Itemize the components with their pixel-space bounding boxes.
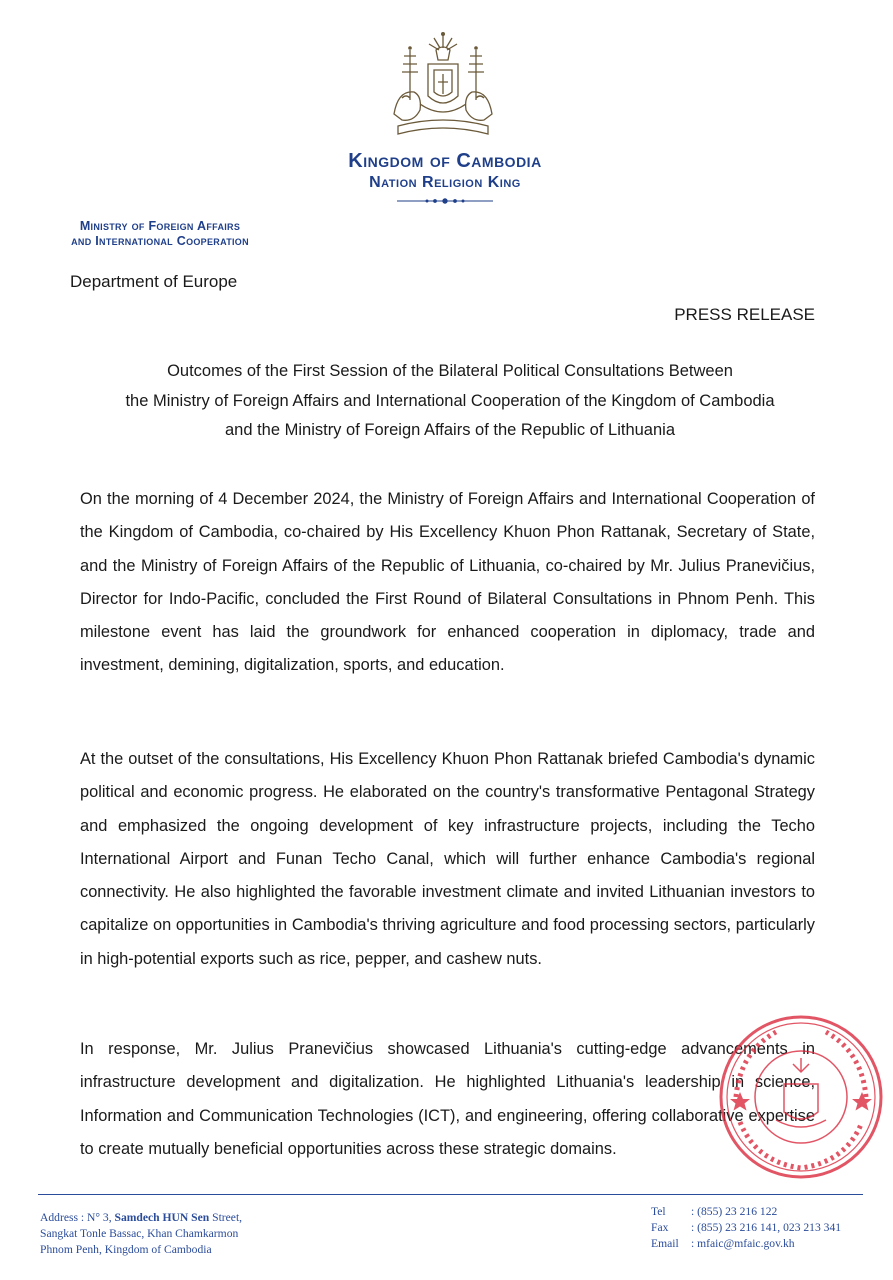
email-label: Email (651, 1237, 679, 1250)
address-line2: Sangkat Tonle Bassac, Khan Chamkarmon (40, 1227, 239, 1240)
contact-tel (651, 1204, 841, 1220)
kingdom-title: Kingdom of Cambodia (348, 150, 542, 172)
department-name: Department of Europe (70, 272, 238, 291)
headline-line1: Outcomes of the First Session of the Bilateral Political Consultations Between (167, 362, 733, 380)
ministry-seal-stamp-icon (716, 1012, 886, 1182)
address-line3: Phnom Penh, Kingdom of Cambodia (40, 1243, 212, 1256)
email-value[interactable]: : mfaic@mfaic.gov.kh (691, 1237, 795, 1250)
footer-divider (38, 1194, 863, 1195)
contact-email (651, 1236, 841, 1252)
address-suffix: Street, (209, 1211, 243, 1224)
tel-value: : (855) 23 216 122 (691, 1205, 778, 1218)
body-paragraph-1: On the morning of 4 December 2024, the Ministry of Foreign Affairs and International Cooperation of the Kingdom of Cambodia, co-chaired by His Excellency Khuon Phon Rattanak, Secretary of State, and the Ministry of Foreign Affairs of the Republic of Lithuania, co-chaired by Mr. Julius Pranevičius, Director for Indo-Pacific, concluded the First Round of Bilateral Consultations in Phnom Penh. This milestone event has laid the groundwork for enhanced cooperation in diplomacy, trade and investment, demining, digitalization, sports, and education. (80, 490, 815, 675)
ministry-name-line1: Ministry of Foreign Affairs (79, 219, 241, 233)
royal-arms-emblem-icon (384, 30, 502, 142)
fax-label: Fax (651, 1221, 669, 1234)
headline-line3: and the Ministry of Foreign Affairs of the Republic of Lithuania (224, 421, 676, 439)
address-prefix: Address : N° 3, (40, 1211, 115, 1224)
footer-contacts (651, 1204, 841, 1252)
headline (60, 357, 840, 446)
ministry-name-line2: and International Cooperation (71, 234, 249, 248)
kingdom-motto: Nation Religion King (369, 174, 521, 191)
press-release-label: PRESS RELEASE (674, 305, 815, 324)
contact-fax (651, 1220, 841, 1236)
ornament-divider-icon (395, 196, 495, 206)
tel-label: Tel (651, 1205, 666, 1218)
body-paragraph-2: At the outset of the consultations, His Excellency Khuon Phon Rattanak briefed Cambodia's dynamic political and economic progress. He elaborated on the country's transformative Pentagonal Strategy and emphasized the ongoing development of key infrastructure projects, including the Techo International Airport and Funan Techo Canal, which will further enhance Cambodia's regional connectivity. He also highlighted the favorable investment climate and invited Lithuanian investors to capitalize on opportunities in Cambodia's thriving agriculture and food processing sectors, particularly in high-potential exports such as rice, pepper, and cashew nuts. (80, 750, 815, 968)
fax-value: : (855) 23 216 141, 023 213 341 (691, 1221, 842, 1234)
headline-line2: the Ministry of Foreign Affairs and International Cooperation of the Kingdom of Cambodia (125, 391, 775, 410)
address-line1 (40, 1210, 242, 1226)
footer-address (40, 1210, 242, 1258)
address-street: Samdech HUN Sen (114, 1211, 210, 1224)
body-paragraph-3: In response, Mr. Julius Pranevičius showcased Lithuania's cutting-edge advancements in infrastructure development and digitalization. He highlighted Lithuania's leadership in science, Information and Communication Technologies (ICT), and engineering, offering collaborative expertise to create mutually beneficial opportunities across these strategic domains. (80, 1040, 815, 1158)
